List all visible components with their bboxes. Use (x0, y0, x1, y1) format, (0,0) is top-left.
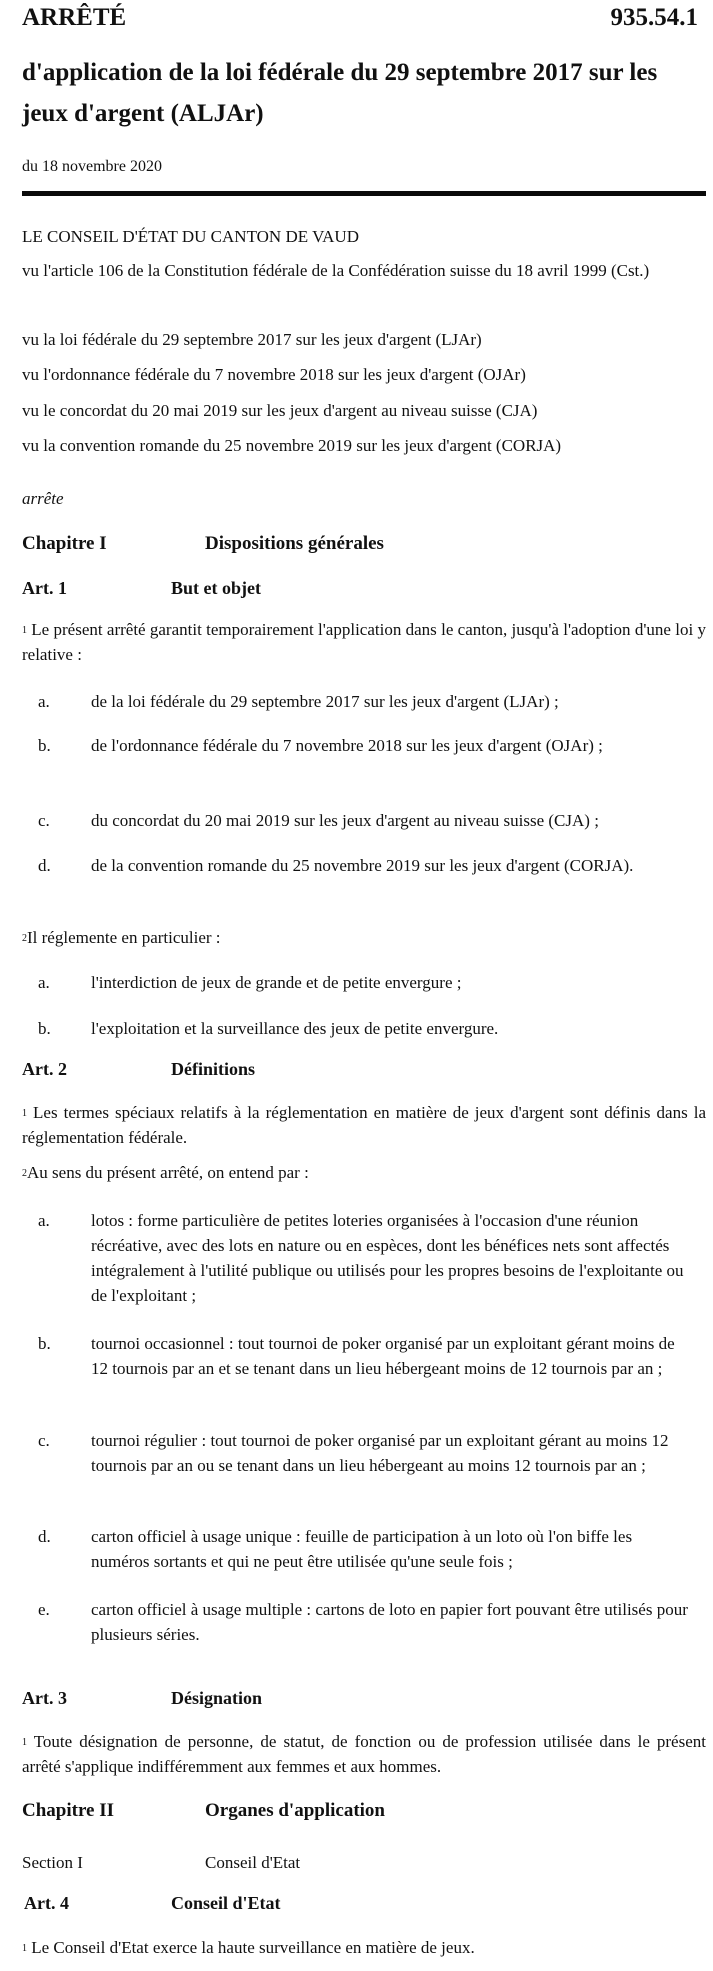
section-heading (22, 1850, 622, 1875)
paragraph-text: Il réglemente en particulier : (27, 928, 221, 947)
paragraph-text: Les termes spéciaux relatifs à la réglementation en matière de jeux d'argent sont définis dans la réglementation fédérale. (22, 1103, 707, 1147)
paragraph (22, 1935, 706, 1960)
list-text: du concordat du 20 mai 2019 sur les jeux d'argent au niveau suisse (CJA) ; (91, 811, 599, 830)
list-letter: b. (38, 1334, 51, 1353)
article-heading (24, 1893, 624, 1917)
paragraph (22, 1160, 706, 1185)
article-title: But et objet (171, 578, 261, 598)
list-letter: b. (38, 736, 51, 755)
list-letter: b. (38, 1019, 51, 1038)
document-date: du 18 novembre 2020 (22, 158, 162, 175)
document-type: ARRÊTÉ (22, 4, 127, 31)
chapter-heading (22, 1800, 622, 1826)
list-letter: d. (38, 856, 51, 875)
article-label: Art. 2 (22, 1059, 67, 1079)
section-title: Conseil d'Etat (205, 1853, 301, 1872)
list-letter: d. (38, 1527, 51, 1546)
decree-word: arrête (22, 489, 64, 508)
paragraph-number: 2 (22, 933, 27, 944)
vu-item: vu la loi fédérale du 29 septembre 2017 sur les jeux d'argent (LJAr) (22, 330, 482, 349)
paragraph (22, 617, 706, 667)
chapter-title: Organes d'application (205, 1800, 385, 1821)
vu-item: vu la convention romande du 25 novembre 2019 sur les jeux d'argent (CORJA) (22, 436, 562, 455)
header-divider (22, 191, 706, 196)
list-text: de la loi fédérale du 29 septembre 2017 sur les jeux d'argent (LJAr) ; (91, 692, 559, 711)
list-item (0, 1597, 713, 1647)
chapter-label: Chapitre II (22, 1800, 115, 1821)
list-item (0, 733, 713, 783)
vu-item: vu le concordat du 20 mai 2019 sur les jeux d'argent au niveau suisse (CJA) (22, 401, 538, 420)
article-title: Désignation (171, 1688, 263, 1708)
paragraph-number: 1 (22, 1737, 27, 1748)
list-letter: a. (38, 973, 50, 992)
article-heading (22, 1059, 622, 1083)
paragraph (22, 1100, 706, 1150)
issuing-authority: LE CONSEIL D'ÉTAT DU CANTON DE VAUD (22, 227, 359, 246)
paragraph-number: 1 (22, 1943, 27, 1954)
list-text: l'exploitation et la surveillance des jeux de petite envergure. (91, 1019, 499, 1038)
list-letter: a. (38, 1211, 50, 1230)
vu-item: vu l'article 106 de la Constitution fédérale de la Confédération suisse du 18 avril 1999 (Cst.) (22, 261, 650, 280)
list-item (0, 853, 713, 903)
article-title: Définitions (171, 1059, 256, 1079)
list-text: lotos : forme particulière de petites loteries organisées à l'occasion d'une réunion récréative, avec des lots en nature ou en espèces, dont les bénéfices nets sont affectés intégralement à l'utilité publique ou utilisés pour les propres besoins de l'exploitante ou de l'exploitant ; (91, 1211, 684, 1305)
list-text: tournoi régulier : tout tournoi de poker organisé par un exploitant gérant au moins 12 tournois par an ou se tenant dans un lieu hébergeant au moins 12 tournois par an ; (91, 1431, 669, 1475)
article-label: Art. 1 (22, 578, 67, 598)
paragraph-text: Le présent arrêté garantit temporairement l'application dans le canton, jusqu'à l'adoption d'une loi y relative : (22, 620, 706, 664)
list-text: de la convention romande du 25 novembre 2019 sur les jeux d'argent (CORJA). (91, 856, 634, 875)
article-label: Art. 3 (22, 1688, 67, 1708)
document-title: d'application de la loi fédérale du 29 septembre 2017 sur les jeux d'argent (ALJAr) (22, 59, 658, 127)
list-text: de l'ordonnance fédérale du 7 novembre 2018 sur les jeux d'argent (OJAr) ; (91, 736, 603, 755)
list-text: tournoi occasionnel : tout tournoi de poker organisé par un exploitant gérant moins de 12 tournois par an et se tenant dans un lieu hébergeant moins de 12 tournois par an ; (91, 1334, 675, 1378)
article-label: Art. 4 (24, 1893, 69, 1913)
list-item (0, 808, 713, 833)
list-item (0, 689, 713, 714)
list-item (0, 1331, 713, 1406)
list-item (0, 1428, 713, 1503)
list-item (0, 970, 713, 995)
paragraph (22, 1729, 706, 1779)
list-letter: c. (38, 811, 50, 830)
vu-item: vu l'ordonnance fédérale du 7 novembre 2018 sur les jeux d'argent (OJAr) (22, 365, 526, 384)
paragraph-text: Toute désignation de personne, de statut, de fonction ou de profession utilisée dans le présent arrêté s'applique indifféremment aux femmes et aux hommes. (22, 1732, 706, 1776)
article-heading (22, 578, 622, 602)
list-letter: e. (38, 1600, 50, 1619)
list-item (0, 1016, 713, 1041)
list-text: carton officiel à usage unique : feuille de participation à un loto où l'on biffe les numéros sortants et qui ne peut être utilisée qu'une seule fois ; (91, 1527, 633, 1571)
list-letter: a. (38, 692, 50, 711)
list-item (0, 1524, 713, 1574)
list-letter: c. (38, 1431, 50, 1450)
paragraph-number: 1 (22, 1108, 27, 1119)
paragraph-text: Au sens du présent arrêté, on entend par : (27, 1163, 309, 1182)
paragraph-number: 2 (22, 1168, 27, 1179)
chapter-label: Chapitre I (22, 533, 107, 554)
list-item (0, 1208, 713, 1308)
article-heading (22, 1688, 622, 1712)
list-text: l'interdiction de jeux de grande et de petite envergure ; (91, 973, 462, 992)
article-title: Conseil d'Etat (171, 1893, 281, 1913)
chapter-heading (22, 533, 622, 559)
paragraph-text: Le Conseil d'Etat exerce la haute surveillance en matière de jeux. (31, 1938, 475, 1957)
section-label: Section I (22, 1853, 83, 1872)
list-text: carton officiel à usage multiple : cartons de loto en papier fort pouvant être utilisés pour plusieurs séries. (91, 1600, 688, 1644)
paragraph-number: 1 (22, 625, 27, 636)
document-number: 935.54.1 (610, 4, 698, 31)
chapter-title: Dispositions générales (205, 533, 384, 554)
paragraph (22, 925, 706, 950)
